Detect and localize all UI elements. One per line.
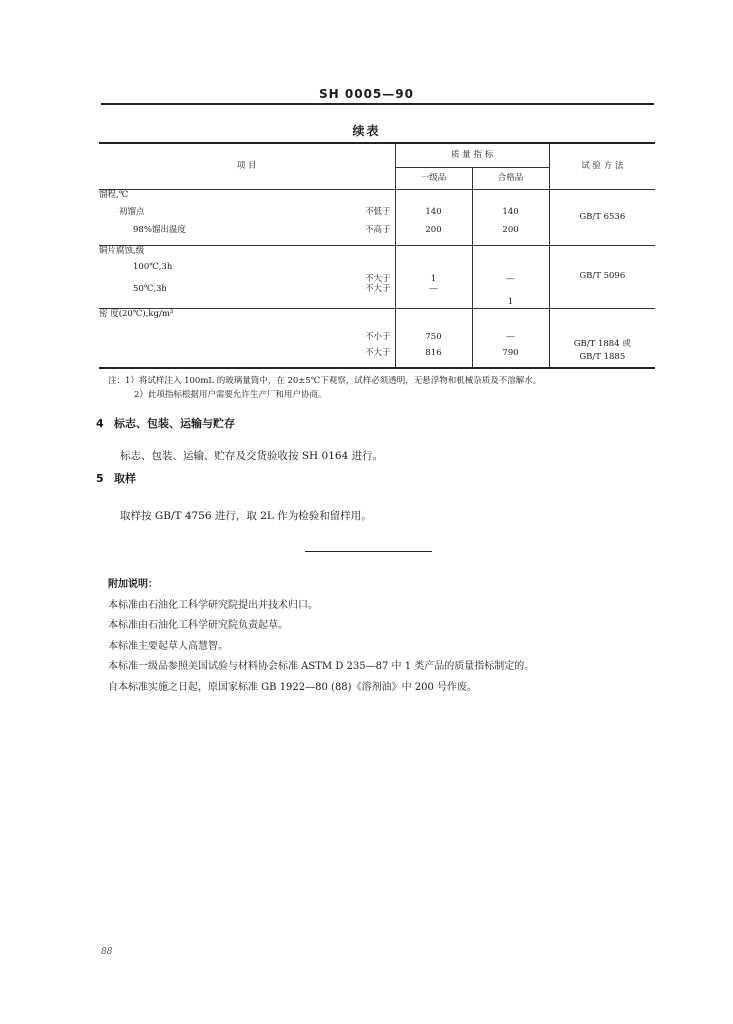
- row-copper-50: 50℃,3h: [133, 284, 167, 294]
- note-2: 2）此项指标根据用户需要允许生产厂和用户协商。: [134, 390, 327, 400]
- method-density-line1: GB/T 1884 或: [573, 338, 631, 349]
- method-distillation: GB/T 6536: [549, 189, 655, 245]
- header-qualified: 合格品: [472, 167, 549, 189]
- additional-line: 本标准由石油化工科学研究院负责起草。: [108, 620, 288, 631]
- method-density-line2: GB/T 1885: [579, 351, 626, 362]
- header-rule: [101, 103, 654, 105]
- dmax-grade1: 816: [395, 348, 472, 368]
- dmin-grade1: 750: [395, 332, 472, 348]
- table-notes: [108, 374, 541, 402]
- additional-line: 本标准由石油化工科学研究院提出并技术归口。: [108, 599, 318, 611]
- row-ibp: 初馏点: [119, 207, 145, 217]
- ibp-qualified: 140: [472, 207, 549, 225]
- c50-condition: 不大于: [365, 284, 391, 294]
- additional-line: 自本标准实施之日起，原国家标准 GB 1922—80 (88)《溶剂油》中 200 号作废。: [108, 681, 478, 693]
- ibp-condition: 不低于: [365, 207, 391, 217]
- row-copper-100: 100℃,3h: [133, 262, 173, 272]
- quality-spec-table: [99, 142, 655, 369]
- additional-line: 本标准一级品参照美国试验与材料协会标准 ASTM D 235—87 中 1 类产品的质量指标制定的。: [108, 661, 535, 672]
- additional-line: 本标准主要起草人高慧智。: [108, 640, 228, 652]
- dmax-condition: 不大于: [365, 348, 391, 358]
- c100-grade1: 1: [395, 262, 472, 284]
- dmax-qualified: 790: [472, 348, 549, 368]
- t98-grade1: 200: [395, 225, 472, 245]
- header-item: 项 目: [99, 143, 395, 189]
- row-distillation-title: 馏程,℃: [99, 189, 129, 200]
- additional-heading: 附加说明：: [108, 579, 158, 590]
- section-5-number: 5: [96, 472, 104, 485]
- separator-rule: [305, 551, 432, 552]
- c50-qualified: 1: [472, 284, 549, 308]
- continued-table-title: 续表: [352, 124, 381, 138]
- standard-code: SH 0005—90: [319, 87, 414, 101]
- row-density-title: 密 度(20℃),kg/m³: [99, 308, 174, 319]
- section-5-body: 取样按 GB/T 4756 进行，取 2L 作为检验和留样用。: [120, 510, 372, 522]
- row-copper-title: 铜片腐蚀,级: [99, 245, 145, 256]
- section-4-number: 4: [96, 417, 104, 430]
- c50-grade1: —: [395, 284, 472, 308]
- note-1: 注：1）将试样注入 100mL 的玻璃量筒中，在 20±5℃下观察，试样必须透明，无悬浮物和机械杂质及不溶解水。: [108, 376, 542, 386]
- additional-notes: [108, 575, 534, 698]
- c100-condition: 不大于: [365, 273, 391, 284]
- header-quality: 质 量 指 标: [395, 143, 549, 167]
- method-density: [549, 308, 655, 368]
- t98-condition: 不高于: [365, 225, 391, 235]
- section-5-heading: [96, 470, 136, 486]
- page-number: 88: [101, 947, 113, 957]
- section-5-title: 取样: [114, 472, 136, 485]
- ibp-grade1: 140: [395, 207, 472, 225]
- header-method: 试 验 方 法: [549, 143, 655, 189]
- section-4-heading: [96, 415, 235, 431]
- section-4-title: 标志、包装、运输与贮存: [114, 417, 235, 430]
- section-4-body: 标志、包装、运输、贮存及交货验收按 SH 0164 进行。: [120, 450, 384, 462]
- t98-qualified: 200: [472, 225, 549, 245]
- dmin-qualified: —: [472, 332, 549, 348]
- c100-qualified: —: [472, 262, 549, 284]
- header-grade1: 一级品: [395, 167, 472, 189]
- row-t98: 98%馏出温度: [133, 225, 186, 235]
- method-copper: GB/T 5096: [549, 245, 655, 308]
- dmin-condition: 不小于: [365, 332, 391, 342]
